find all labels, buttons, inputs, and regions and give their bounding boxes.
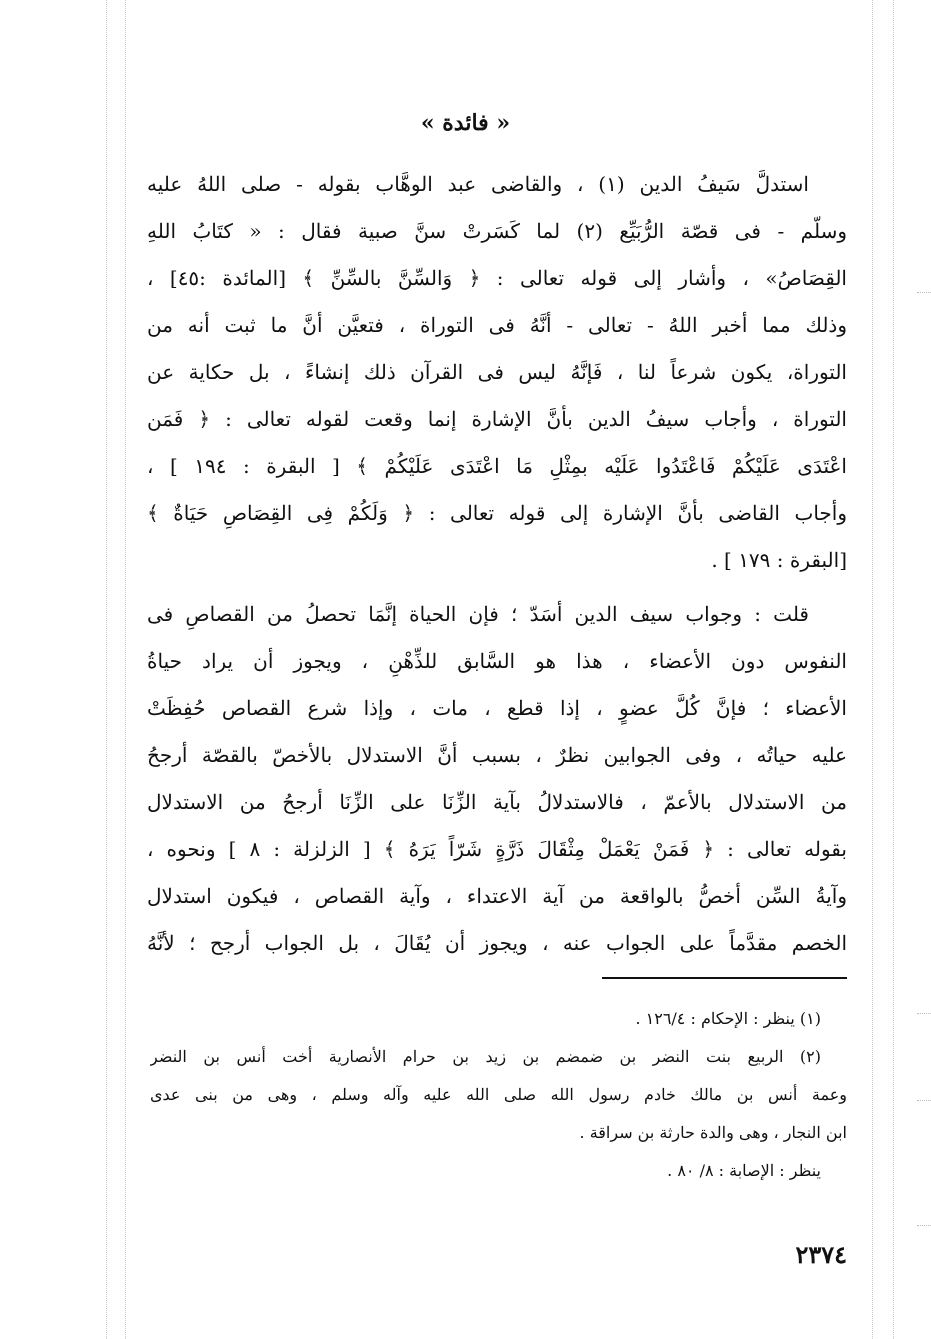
text-line: وذلك مما أخبر اللهُ - تعالى - أنَّهُ فى التوراة ، فتعيَّن أنَّ ما ثبت أنه من — [147, 313, 847, 337]
text-line: وآيةُ السِّن أخصُّ بالواقعة من آية الاعتداء ، وآية القصاص ، فيكون استدلال — [147, 884, 847, 908]
text-line: الخصم مقدَّماً على الجواب عنه ، ويجوز أن يُقَالَ ، بل الجواب أرجح ؛ لأنَّهُ — [147, 931, 847, 955]
scan-guide-line — [125, 0, 126, 1339]
scan-edge-mark — [917, 1225, 931, 1226]
footnote-2: (٢) الربيع بنت النضر بن ضمضم بن زيد بن حرام الأنصارية أخت أنس بن النضر — [150, 1047, 821, 1066]
text-line: التوراة، يكون شرعاً لنا ، فَإنَّهُ ليس فى القرآن ذلك إنشاءً ، بل حكاية عن — [147, 360, 847, 384]
text-line: بقوله تعالى : ﴿ فَمَنْ يَعْمَلْ مِثْقَالَ ذَرَّةٍ شَرّاً يَرَهُ ﴾ [ الزلزلة : ٨ ] ونحوه ، — [147, 837, 847, 861]
scan-edge-mark — [917, 1013, 931, 1014]
text-line: [البقرة : ١٧٩ ] . — [711, 548, 847, 572]
text-line: عليه حياتُه ، وفى الجوابين نظرٌ ، بسبب أنَّ الاستدلال بالأخصّ بالقصّة أرجحُ — [147, 743, 847, 767]
text-line: وسلّم - فى قصّة الرُّبَيِّع (٢) لما كَسَرتْ سنَّ صبية فقال : « كتَابُ اللهِ — [147, 219, 847, 243]
paragraph-1 — [147, 161, 847, 584]
page-number: ٢٣٧٤ — [795, 1240, 847, 1269]
scan-edge-mark — [917, 1100, 931, 1101]
text-line: قلت : وجواب سيف الدين أسَدّ ؛ فإن الحياة إنَّمَا تحصلُ من القصاصِ فى — [147, 602, 809, 626]
scan-guide-line — [106, 0, 107, 1339]
footnote-separator — [602, 977, 847, 979]
text-line: من الاستدلال بالأعمّ ، فالاستدلالُ بآية الزِّنَا على الزِّنَا أرجحُ من الاستدلال — [147, 790, 847, 814]
scan-edge-mark — [917, 292, 931, 293]
footnote-2-line: وعمة أنس بن مالك خادم رسول الله صلى الله عليه وآله وسلم ، وهى من بنى عدى — [150, 1085, 847, 1104]
paragraph-2 — [147, 591, 847, 967]
text-line: الأعضاء ؛ فإنَّ كُلَّ عضوٍ ، إذا قطع ، مات ، وإذا شرع القصاص حُفِظَتْ — [147, 696, 847, 720]
scan-guide-line — [893, 0, 894, 1339]
section-heading: « فائدة » — [420, 110, 511, 136]
text-line: النفوس دون الأعضاء ، هذا هو السَّابق للذِّهْنِ ، ويجوز أن يراد حياةُ — [147, 649, 847, 673]
footnotes — [150, 1000, 847, 1190]
footnote-2-source: ينظر : الإصابة : ٨/ ٨٠ . — [667, 1161, 821, 1180]
footnote-2-line: ابن النجار ، وهى والدة حارثة بن سراقة . — [579, 1123, 847, 1142]
text-line: استدلَّ سَيفُ الدين (١) ، والقاضى عبد الوهَّاب بقوله - صلى اللهُ عليه — [147, 172, 809, 196]
scan-guide-line — [872, 0, 873, 1339]
text-line: وأجاب القاضى بأنَّ الإشارة إلى قوله تعالى : ﴿ وَلَكُمْ فِى القِصَاصِ حَيَاةٌ ﴾ — [147, 501, 847, 525]
text-line: اعْتَدَى عَلَيْكُمْ فَاعْتَدُوا عَلَيْه بمِثْلِ مَا اعْتَدَى عَلَيْكُمْ ﴾ [ البقرة : ١٩٤ ] ، — [147, 454, 847, 478]
footnote-1: (١) ينظر : الإحكام : ١٢٦/٤ . — [635, 1009, 821, 1028]
text-line: التوراة ، وأجاب سيفُ الدين بأنَّ الإشارة إنما وقعت لقوله تعالى : ﴿ فَمَن — [147, 407, 847, 431]
text-line: القِصَاصُ» ، وأشار إلى قوله تعالى : ﴿ وَالسِّنَّ بالسِّنِّ ﴾ [المائدة :٤٥] ، — [147, 266, 847, 290]
